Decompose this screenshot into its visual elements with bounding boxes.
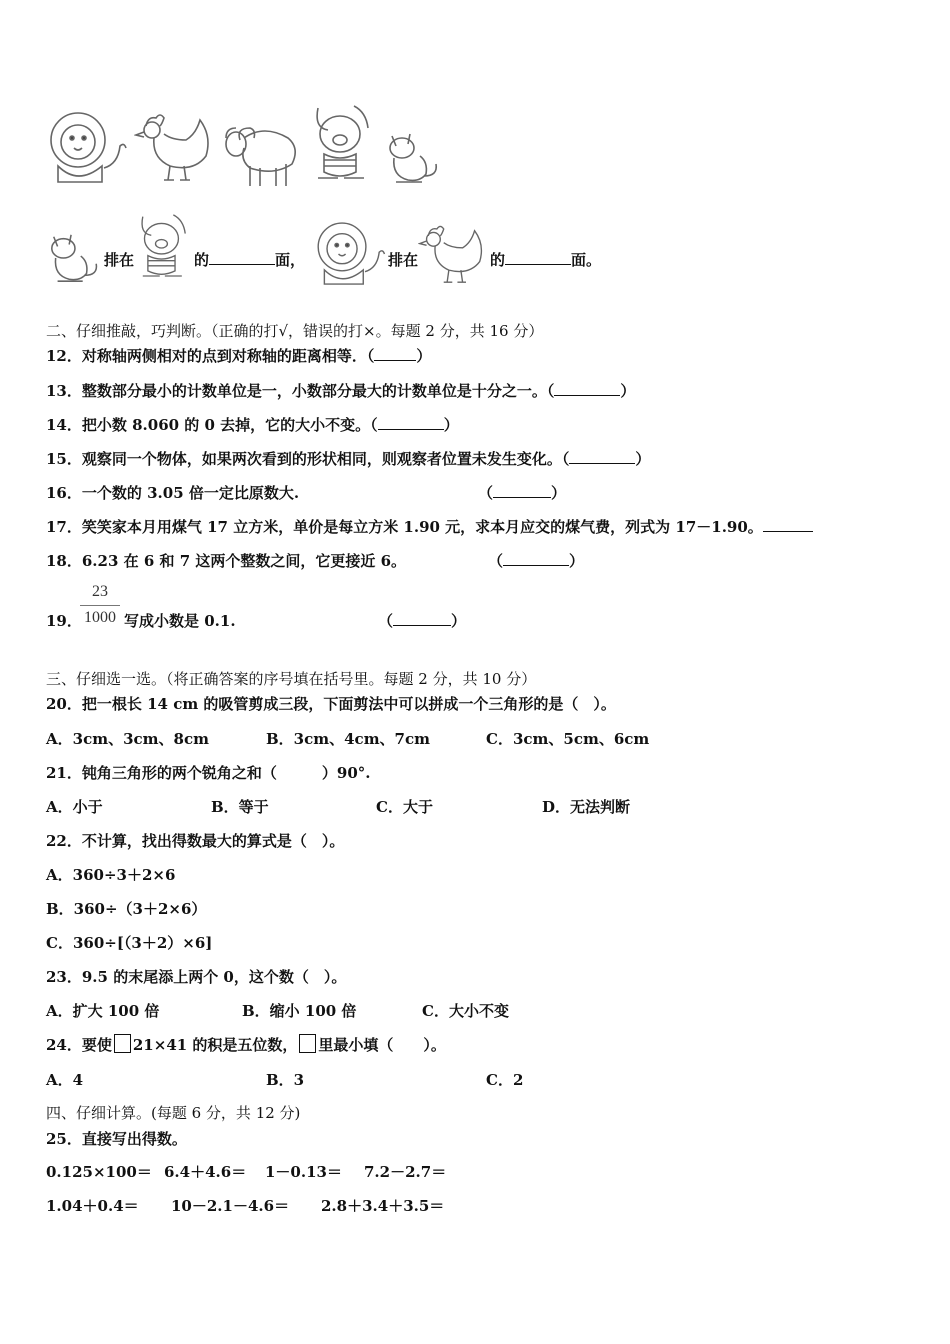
section2-header: 二、仔细推敲，巧判断。（正确的打√，错误的打×。每题 2 分，共 16 分） [46, 322, 544, 340]
question-19-number: 19． [46, 612, 82, 630]
question-19-text: 写成小数是 0.1. [124, 612, 236, 630]
question-18: 18．6.23 在 6 和 7 这两个整数之间，它更接近 6。 [46, 552, 407, 570]
q11-text-2: 的 面， [194, 251, 306, 269]
lion-icon [312, 218, 388, 290]
question-16-answer: （ ） [478, 484, 567, 502]
calc-item: 6.4＋4.6＝ [164, 1163, 247, 1181]
question-12: 12．对称轴两侧相对的点到对称轴的距离相等．（ ） [46, 347, 432, 365]
piglet-icon [136, 210, 192, 286]
answer-blank[interactable] [493, 485, 551, 498]
calc-item: 7.2－2.7＝ [364, 1163, 447, 1181]
calc-item: 2.8＋3.4＋3.5＝ [321, 1197, 445, 1215]
question-15: 15．观察同一个物体，如果两次看到的形状相同，则观察者位置未发生变化。（ ） [46, 450, 651, 468]
fraction-denominator: 1000 [84, 609, 116, 626]
piglet-icon [310, 104, 376, 186]
answer-blank[interactable] [378, 417, 444, 430]
question-20: 20．把一根长 14 cm 的吸管剪成三段，下面剪法中可以拼成一个三角形的是（ ）。 [46, 695, 616, 713]
answer-blank[interactable] [374, 348, 416, 361]
option-c[interactable]: C．大小不变 [422, 1002, 509, 1020]
q11-text-4: 排在 [388, 251, 419, 269]
option-b[interactable]: B．3cm、4cm、7cm [266, 730, 431, 748]
calc-item: 1－0.13＝ [265, 1163, 342, 1181]
blank-box[interactable] [114, 1034, 131, 1053]
sheep-icon [220, 120, 300, 190]
option-b[interactable]: B．360÷（3＋2×6） [46, 900, 207, 918]
answer-blank[interactable] [569, 451, 635, 464]
option-b[interactable]: B．缩小 100 倍 [242, 1002, 357, 1020]
option-c[interactable]: C．360÷[（3＋2）×6] [46, 934, 213, 952]
option-b[interactable]: B．等于 [211, 798, 269, 816]
fraction-bar [80, 605, 120, 606]
fraction-numerator: 23 [92, 583, 108, 600]
option-a[interactable]: A．4 [46, 1071, 84, 1089]
kitten-icon [46, 228, 102, 288]
option-c[interactable]: C．3cm、5cm、6cm [486, 730, 650, 748]
rooster-icon [134, 108, 218, 184]
answer-blank[interactable] [763, 519, 813, 532]
answer-blank[interactable] [554, 383, 620, 396]
option-a[interactable]: A．360÷3＋2×6 [46, 866, 176, 884]
question-14: 14．把小数 8.060 的 0 去掉，它的大小不变。（ ） [46, 416, 459, 434]
option-a[interactable]: A．小于 [46, 798, 103, 816]
question-17: 17．笑笑家本月用煤气 17 立方米，单价是每立方米 1.90 元，求本月应交的煤气费，列式为 17－1.90。 [46, 516, 813, 537]
calc-item: 0.125×100＝ [46, 1163, 152, 1181]
option-d[interactable]: D．无法判断 [542, 798, 631, 816]
blank-box[interactable] [299, 1034, 316, 1053]
q11-text-1: 排在 [104, 251, 135, 269]
option-c[interactable]: C．大于 [376, 798, 433, 816]
calc-item: 10－2.1－4.6＝ [171, 1197, 290, 1215]
option-c[interactable]: C．2 [486, 1071, 524, 1089]
calc-item: 1.04＋0.4＝ [46, 1197, 139, 1215]
question-23: 23．9.5 的末尾添上两个 0，这个数（ ）。 [46, 968, 347, 986]
rooster-icon [418, 220, 490, 286]
answer-blank[interactable] [503, 553, 569, 566]
question-19-answer: （ ） [378, 612, 467, 630]
question-24: 24．要使 21×41 的积是五位数， 里最小填（ ）。 [46, 1036, 446, 1054]
lion-icon [44, 108, 130, 188]
section3-header: 三、仔细选一选。（将正确答案的序号填在括号里。每题 2 分，共 10 分） [46, 670, 537, 688]
option-a[interactable]: A．扩大 100 倍 [46, 1002, 160, 1020]
question-25: 25．直接写出得数。 [46, 1130, 187, 1148]
question-21: 21．钝角三角形的两个锐角之和（ ）90°. [46, 764, 371, 782]
question-22: 22．不计算，找出得数最大的算式是（ ）。 [46, 832, 345, 850]
option-b[interactable]: B．3 [266, 1071, 305, 1089]
question-16: 16．一个数的 3.05 倍一定比原数大. [46, 484, 300, 502]
q11-text-5: 的 面。 [490, 251, 602, 269]
answer-blank[interactable] [393, 613, 451, 626]
kitten-icon [384, 128, 442, 188]
option-a[interactable]: A．3cm、3cm、8cm [46, 730, 209, 748]
section4-header: 四、仔细计算。(每题 6 分，共 12 分) [46, 1104, 301, 1122]
question-13: 13．整数部分最小的计数单位是一，小数部分最大的计数单位是十分之一。（ ） [46, 382, 636, 400]
question-18-answer: （ ） [488, 552, 585, 570]
